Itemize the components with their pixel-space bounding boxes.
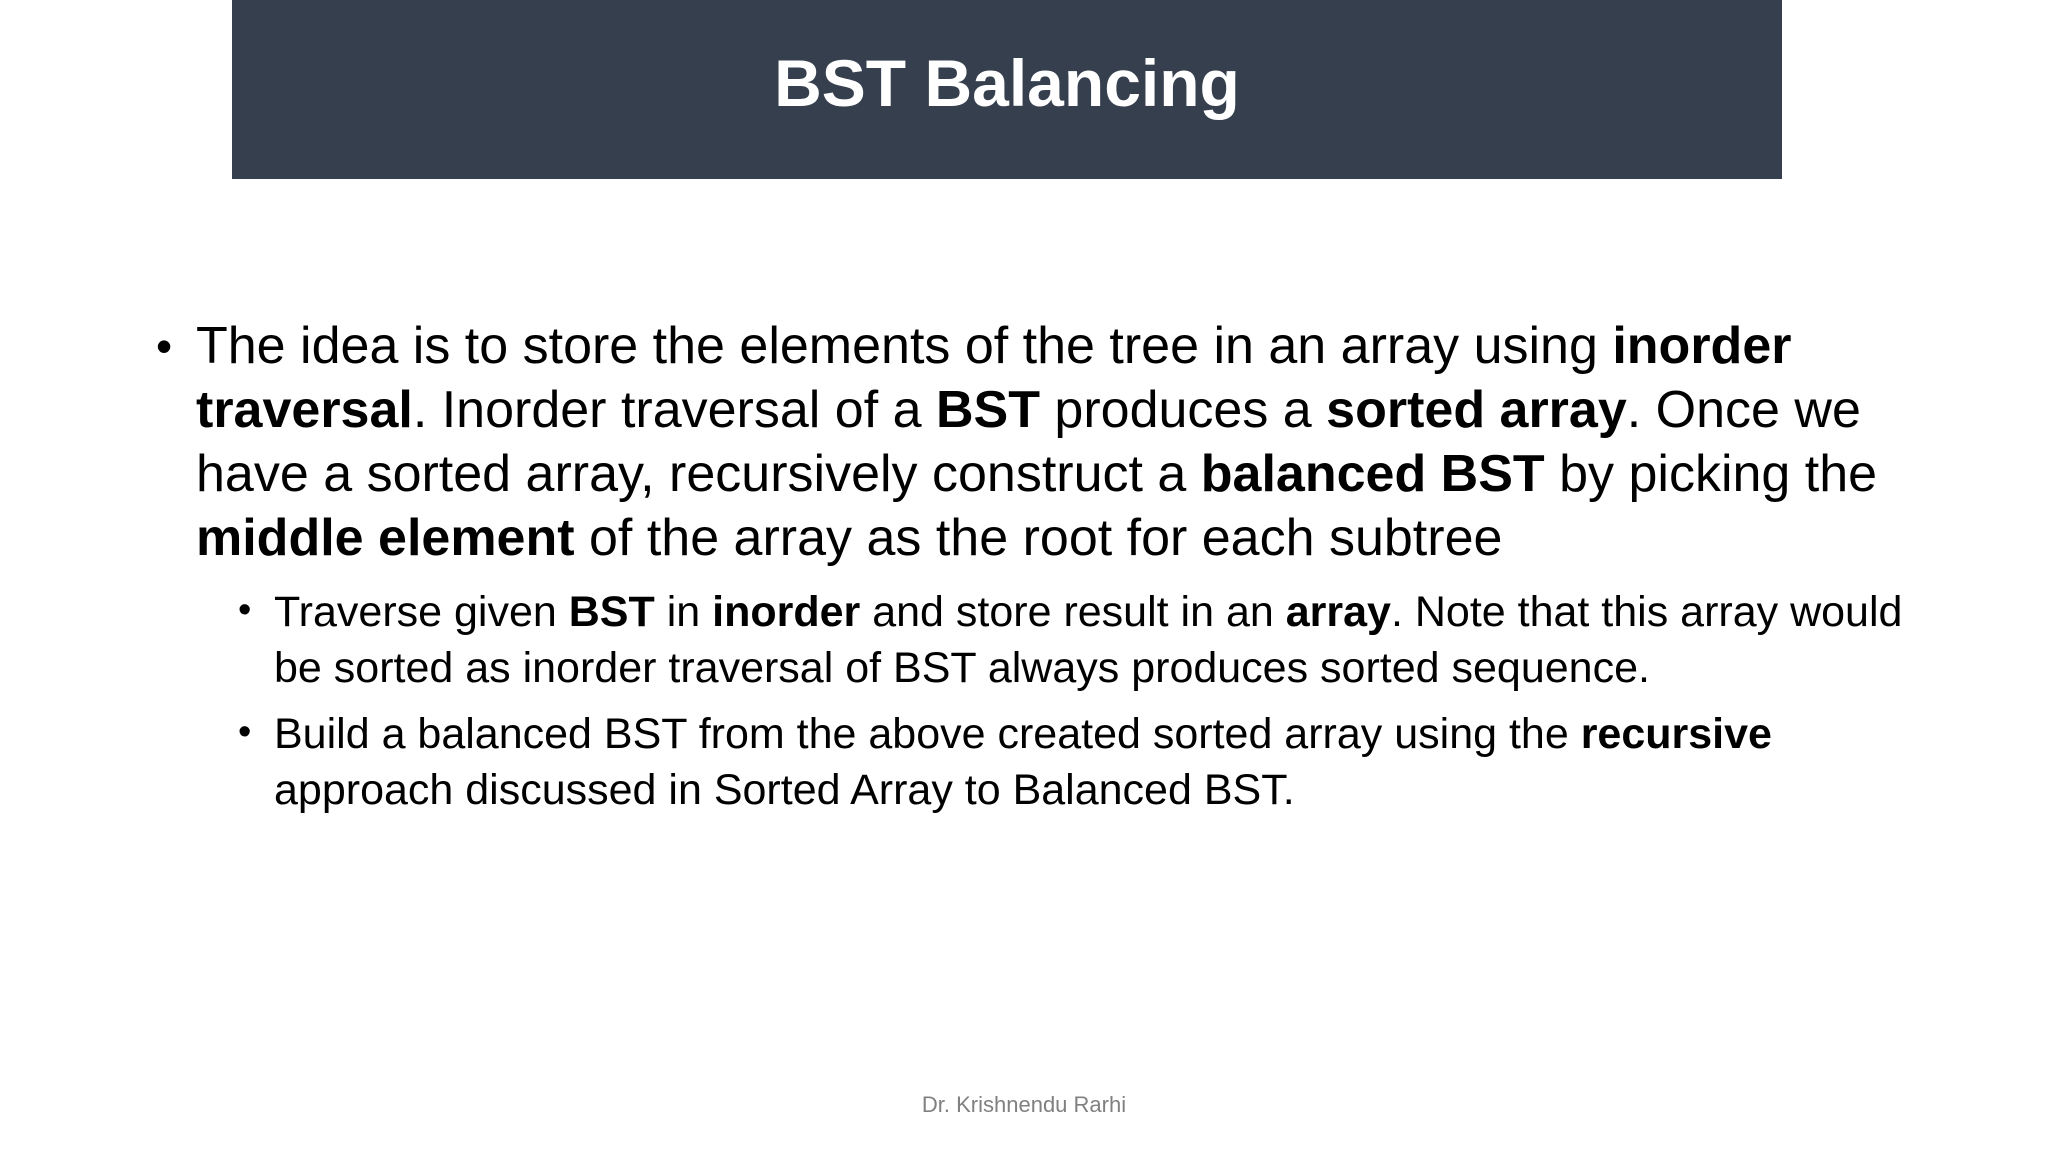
slide-footer: Dr. Krishnendu Rarhi — [921, 1092, 1127, 1117]
bullet-dot-icon: • — [238, 711, 252, 753]
slide-content — [150, 314, 1910, 828]
title-banner — [232, 0, 1782, 179]
bullet-dot-icon: • — [156, 320, 173, 372]
sub-bullet-build: • Build a balanced BST from the above created sorted array using the recursive approach discussed in Sorted Array to Balanced BST. — [274, 706, 1910, 818]
bullet-dot-icon: • — [238, 589, 252, 631]
sub-bullet-list — [150, 584, 1910, 818]
main-bullet: • The idea is to store the elements of the tree in an array using inorder traversal. Inorder traversal of a BST produces a sorted array. Once we have a sorted array, recursively construct a balanced BST by picking the middle element of the array as the root for each subtree — [150, 314, 1910, 570]
sub-bullet-traverse: • Traverse given BST in inorder and store result in an array. Note that this array would be sorted as inorder traversal of BST always produces sorted sequence. — [274, 584, 1910, 696]
slide-title: BST Balancing — [774, 45, 1240, 120]
